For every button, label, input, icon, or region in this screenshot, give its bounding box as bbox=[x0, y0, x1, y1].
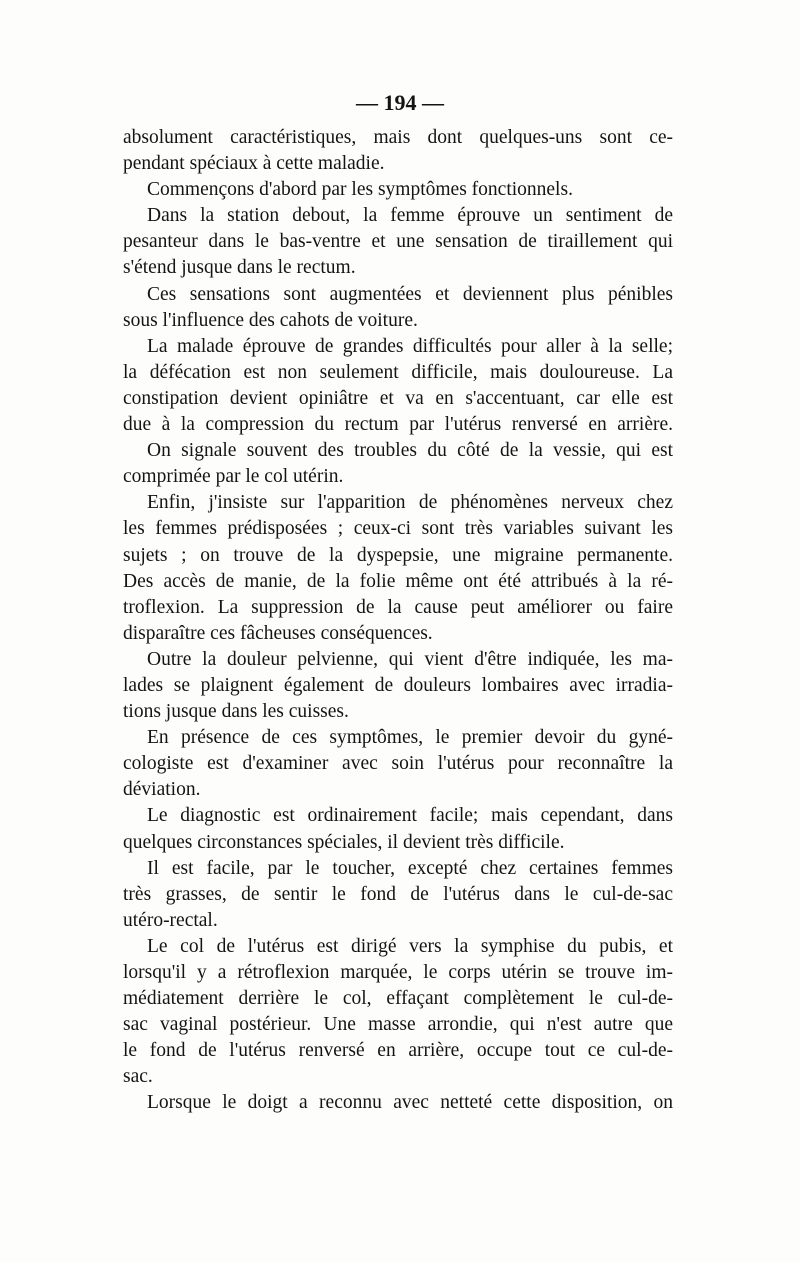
text-line: déviation. bbox=[123, 779, 201, 801]
text-line: due à la compression du rectum par l'utérus renversé en arrière. bbox=[123, 414, 673, 436]
text-line: très grasses, de sentir le fond de l'utérus dans le cul-de-sac bbox=[123, 883, 673, 905]
text-line: disparaître ces fâcheuses conséquences. bbox=[123, 622, 433, 644]
text-line: le fond de l'utérus renversé en arrière, occupe tout ce cul-de- bbox=[123, 1040, 673, 1062]
text-line: utéro-rectal. bbox=[123, 909, 218, 931]
text-line: les femmes prédisposées ; ceux-ci sont très variables suivant les bbox=[123, 518, 673, 540]
text-line: médiatement derrière le col, effaçant complètement le cul-de- bbox=[123, 988, 673, 1010]
text-line: sac. bbox=[123, 1066, 153, 1088]
text-line: Enfin, j'insiste sur l'apparition de phénomènes nerveux chez bbox=[147, 492, 673, 514]
body-text bbox=[123, 125, 673, 1117]
text-line: cologiste est d'examiner avec soin l'utérus pour reconnaître la bbox=[123, 753, 673, 775]
text-line: sac vaginal postérieur. Une masse arrondie, qui n'est autre que bbox=[123, 1014, 673, 1036]
text-line: Outre la douleur pelvienne, qui vient d'être indiquée, les ma- bbox=[147, 648, 673, 670]
text-line: Il est facile, par le toucher, excepté chez certaines femmes bbox=[147, 857, 673, 879]
text-line: En présence de ces symptômes, le premier devoir du gyné- bbox=[147, 727, 673, 749]
text-line: La malade éprouve de grandes difficultés pour aller à la selle; bbox=[147, 335, 673, 357]
text-line: pendant spéciaux à cette maladie. bbox=[123, 153, 385, 175]
text-line: Le col de l'utérus est dirigé vers la symphise du pubis, et bbox=[147, 935, 673, 957]
text-line: quelques circonstances spéciales, il devient très difficile. bbox=[123, 831, 565, 853]
page-number: — 194 — bbox=[356, 90, 444, 115]
text-line: pesanteur dans le bas-ventre et une sensation de tiraillement qui bbox=[123, 231, 673, 253]
text-line: absolument caractéristiques, mais dont quelques-uns sont ce- bbox=[123, 127, 673, 148]
text-line: Lorsque le doigt a reconnu avec netteté cette disposition, on bbox=[147, 1092, 673, 1114]
text-line: constipation devient opiniâtre et va en s'accentuant, car elle est bbox=[123, 387, 673, 409]
text-line: sous l'influence des cahots de voiture. bbox=[123, 309, 418, 331]
text-line: lades se plaignent également de douleurs lombaires avec irradia- bbox=[123, 674, 673, 696]
text-line: la défécation est non seulement difficile, mais douloureuse. La bbox=[123, 361, 673, 383]
text-line: tions jusque dans les cuisses. bbox=[123, 701, 349, 723]
text-line: comprimée par le col utérin. bbox=[123, 466, 344, 488]
text-line: Le diagnostic est ordinairement facile; mais cependant, dans bbox=[147, 805, 673, 827]
text-line: lorsqu'il y a rétroflexion marquée, le corps utérin se trouve im- bbox=[123, 962, 673, 983]
text-line: Ces sensations sont augmentées et deviennent plus pénibles bbox=[147, 283, 673, 305]
text-line: troflexion. La suppression de la cause peut améliorer ou faire bbox=[123, 596, 673, 618]
text-line: sujets ; on trouve de la dyspepsie, une migraine permanente. bbox=[123, 544, 673, 566]
text-line: On signale souvent des troubles du côté de la vessie, qui est bbox=[147, 440, 673, 462]
text-line: Des accès de manie, de la folie même ont été attribués à la ré- bbox=[123, 570, 673, 592]
text-line: Dans la station debout, la femme éprouve un sentiment de bbox=[147, 205, 673, 227]
text-line: Commençons d'abord par les symptômes fonctionnels. bbox=[147, 179, 573, 201]
text-line: s'étend jusque dans le rectum. bbox=[123, 257, 356, 279]
